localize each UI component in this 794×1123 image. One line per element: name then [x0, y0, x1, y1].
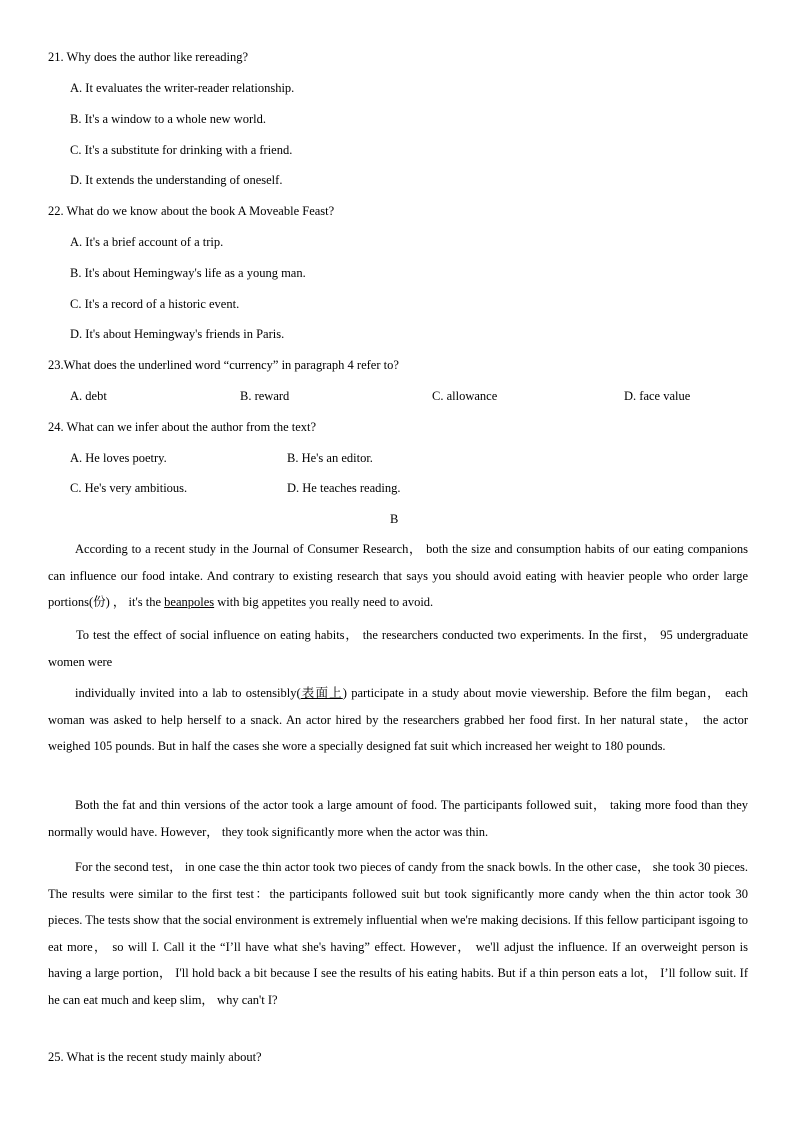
passage-p1-text-a: According to a recent study in the Journal of Consumer Research， both the size and consumption habits of our eating companions can influence our food intake. And contrary to existing research that says you should avoid eating with heavier people who order large portions(份) ， it's the: [48, 542, 748, 609]
passage-p5-text: For the second test， in one case the thin actor took two pieces of candy from the snack bowls. In the other case， she took 30 pieces. The results were similar to the first test：the participants followed suit but took significantly more candy when the thin actor took 30 pieces. The tests show that the social environment is extremely influential when we're making decisions. If this fellow participant isgoing to eat more， so will I. Call it the “I’ll have what she's having” effect. However， we'll adjust the influence. If an overweight person is having a large portion， I'll hold back a bit because I see the results of his eating habits. But if a thin person eats a lot， I’ll follow suit. If he can eat much and keep slim， why can't I?: [48, 860, 748, 1007]
question-21-stem: 21. Why does the author like rereading?: [48, 50, 249, 64]
passage-p3-text-b: ) participate in a study about movie viewership. Before the film began， each woman was asked to help herself to a snack. An actor hired by the researchers grabbed her food first. In her natural state， the actor weighed 105 pounds. But in half the cases she wore a specially designed fat suit which increased her weight to 180 pounds.: [48, 686, 748, 753]
passage-p4-text: Both the fat and thin versions of the actor took a large amount of food. The participants followed suit， taking more food than they normally would have. However， they took significantly more when the actor was thin.: [48, 798, 748, 839]
question-24-option-c: C. He's very ambitious.: [70, 481, 188, 495]
passage-paragraph-2: [48, 622, 748, 675]
underlined-word-beanpoles: beanpoles: [164, 595, 215, 609]
question-23-option-c: C. allowance: [432, 389, 498, 403]
question-24-option-d: D. He teaches reading.: [287, 481, 401, 495]
passage-paragraph-1: [48, 536, 748, 616]
question-24-option-a: A. He loves poetry.: [70, 451, 167, 465]
question-22-stem: 22. What do we know about the book A Moveable Feast?: [48, 204, 335, 218]
passage-p3-text-a: individually invited into a lab to ostensibly(: [75, 686, 301, 700]
question-22-option-b: B. It's about Hemingway's life as a young man.: [70, 266, 306, 280]
question-21-option-b: B. It's a window to a whole new world.: [70, 112, 266, 126]
passage-p2-text: To test the effect of social influence on eating habits， the researchers conducted two experiments. In the first， 95 undergraduate women were: [48, 628, 748, 669]
question-21-option-d: D. It extends the understanding of oneself.: [70, 173, 283, 187]
section-label: B: [390, 512, 399, 526]
question-23-option-d: D. face value: [624, 389, 691, 403]
passage-paragraph-5: [48, 854, 748, 1013]
question-25-stem: 25. What is the recent study mainly about?: [48, 1050, 262, 1064]
passage-p1-text-b: with big appetites you really need to avoid.: [214, 595, 434, 609]
question-21-option-c: C. It's a substitute for drinking with a friend.: [70, 143, 293, 157]
passage-paragraph-3: [48, 680, 748, 760]
question-22-option-c: C. It's a record of a historic event.: [70, 297, 240, 311]
question-24-stem: 24. What can we infer about the author from the text?: [48, 420, 317, 434]
question-22-option-d: D. It's about Hemingway's friends in Paris.: [70, 327, 285, 341]
question-21-option-a: A. It evaluates the writer-reader relationship.: [70, 81, 295, 95]
question-23-option-a: A. debt: [70, 389, 107, 403]
question-22-option-a: A. It's a brief account of a trip.: [70, 235, 224, 249]
question-24-option-b: B. He's an editor.: [287, 451, 373, 465]
underlined-gloss: 表面上: [300, 686, 343, 700]
question-23-option-b: B. reward: [240, 389, 290, 403]
question-23-stem: 23.What does the underlined word “currency” in paragraph 4 refer to?: [48, 358, 399, 372]
passage-paragraph-4: [48, 792, 748, 845]
